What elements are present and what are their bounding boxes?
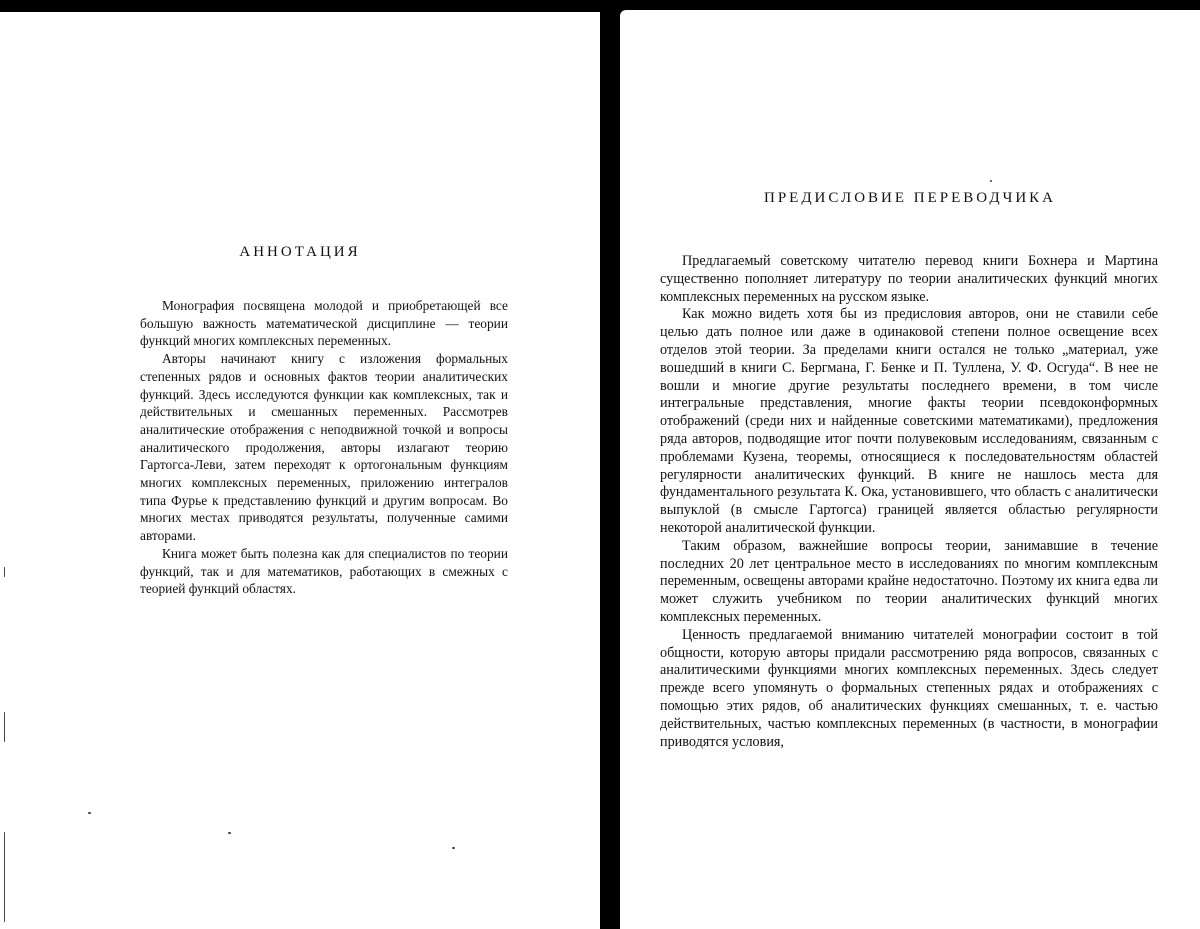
scan-speck bbox=[4, 567, 5, 577]
preface-paragraph: Предлагаемый советскому читателю перевод книги Бохнера и Мартина существенно пополняет литературу по теории аналитических функций многих комплексных переменных на русском языке. bbox=[660, 253, 1158, 305]
scan-speck bbox=[88, 812, 91, 814]
annotation-text bbox=[140, 297, 508, 598]
annotation-paragraph: Монография посвящена молодой и приобретающей все большую важность математической дисциплине — теории функций многих комплексных переменных. bbox=[140, 298, 508, 349]
scan-speck bbox=[452, 847, 455, 849]
annotation-paragraph: Авторы начинают книгу с изложения формальных степенных рядов и основных фактов теории аналитических функций. Здесь исследуются функции как комплексных, так и действительных и смешанных переменных. Рассмотрев аналитические отображения с неподвижной точкой и вопросы аналитического продолжения, авторы излагают теорию Гартогса-Леви, затем переходят к ортогональным функциям многих комплексных переменных, приложению интегралов типа Фурье к представлению функций и другим вопросам. Во многих местах приводятся результаты, полученные самими авторами. bbox=[140, 351, 508, 544]
book-gutter bbox=[600, 0, 620, 929]
scan-speck bbox=[4, 832, 5, 922]
preface-paragraph: Таким образом, важнейшие вопросы теории, занимавшие в течение последних 20 лет центральное место в исследованиях по многим комплексным переменным, освещены авторами крайне недостаточно. Поэтому их книга едва ли может служить учебником по теории аналитических функций многих комплексных переменных. bbox=[660, 537, 1158, 625]
annotation-paragraph: Книга может быть полезна как для специалистов по теории функций, так и для математиков, работающих в смежных с теорией функций областях. bbox=[140, 545, 508, 597]
left-page bbox=[0, 12, 600, 929]
annotation-heading: АННОТАЦИЯ bbox=[239, 244, 361, 260]
preface-paragraph: Как можно видеть хотя бы из предисловия авторов, они не ставили себе целью дать полное или даже в одинаковой степени полное освещение всех отделов этой теории. За пределами книги остался не только „материал, уже вошедший в книги С. Бергмана, Г. Бенке и П. Туллена, У. Ф. Осгуда“. В нее не вошли и многие другие результаты последнего времени, в том числе интегральные представления, многие факты теории псевдоконформных отображений (среди них и найденные советскими математиками), предложения ряда авторов, подводящие итог почти полувековым исследованиям, связанным с проблемами Кузена, теоремы, относящиеся к последовательностям областей регулярности аналитических функций. В книге не нашлось места для фундаментального результата К. Ока, установившего, что область с аналитически выпуклой (в смысле Гартогса) границей является областью регулярности некоторой аналитической функции. bbox=[660, 306, 1158, 536]
translator-preface-heading: ПРЕДИСЛОВИЕ ПЕРЕВОДЧИКА bbox=[763, 190, 1057, 206]
scan-speck bbox=[228, 832, 231, 834]
scan-speck bbox=[990, 180, 992, 182]
preface-paragraph: Ценность предлагаемой вниманию читателей монографии состоит в той общности, которую авторы придали рассмотрению ряда вопросов, связанных с аналитическими функциями многих комплексных переменных. Здесь следует прежде всего упомянуть о формальных степенных рядах и отображениях с помощью этих рядов, об аналитических функциях смешанных, т. е. частью действительных, частью комплексных переменных (в частности, в монографии приводятся условия, bbox=[660, 626, 1158, 750]
scan-speck bbox=[4, 712, 5, 742]
right-page bbox=[620, 10, 1200, 929]
translator-preface-text bbox=[660, 253, 1158, 751]
